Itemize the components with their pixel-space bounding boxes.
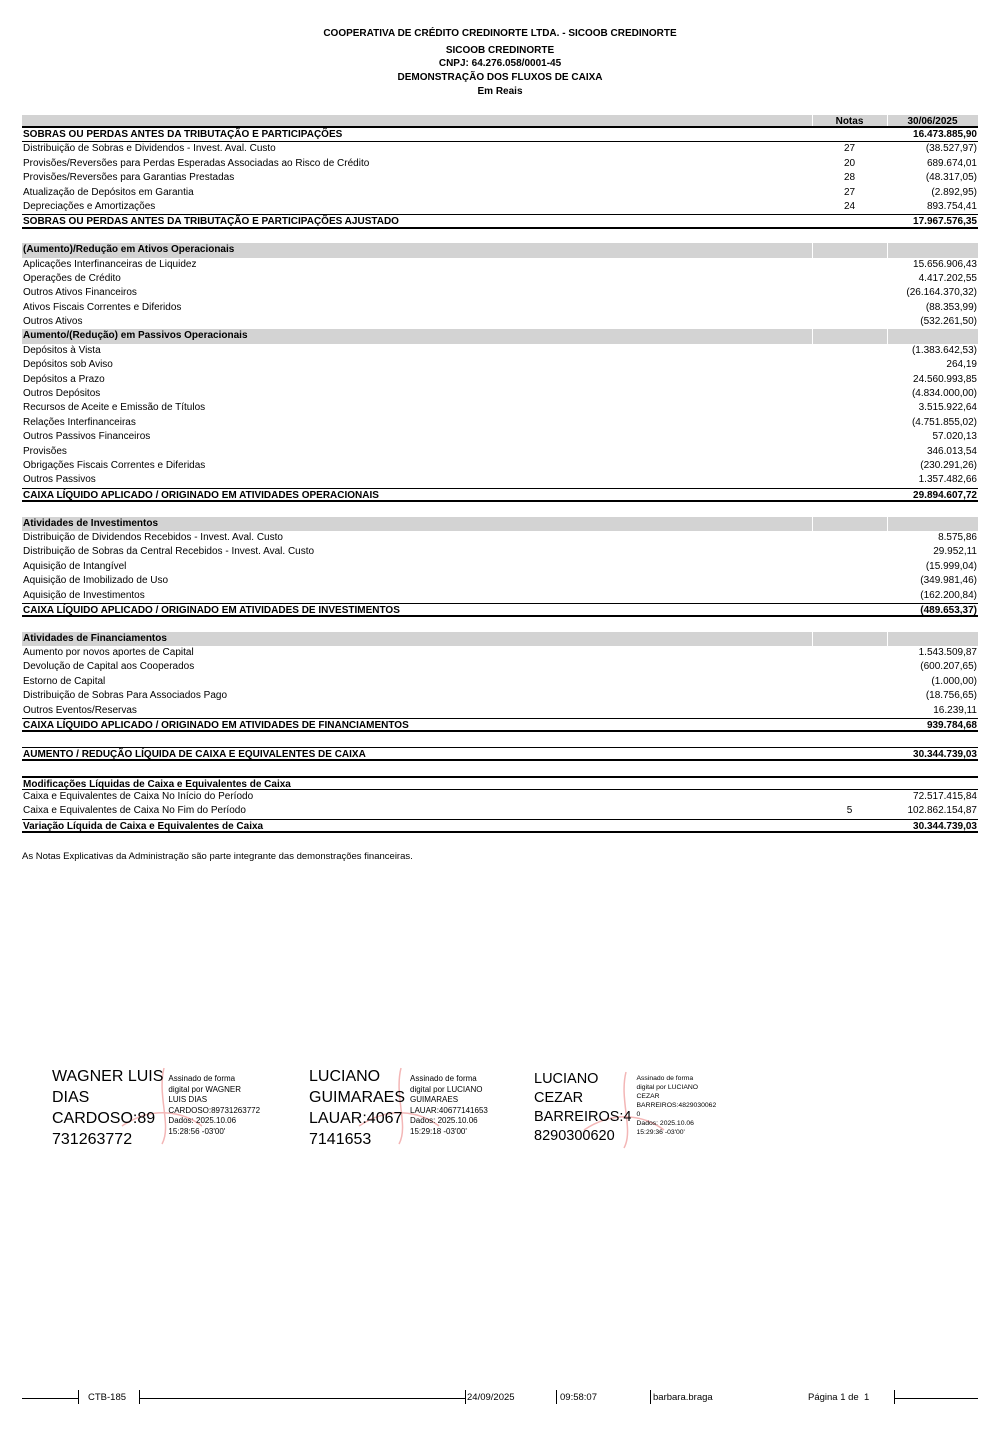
table-row bbox=[22, 675, 978, 689]
table-row bbox=[22, 531, 978, 545]
section-header-row bbox=[22, 517, 978, 531]
table-row bbox=[22, 157, 978, 171]
footer-tick bbox=[556, 1390, 557, 1404]
table-row bbox=[22, 401, 978, 415]
row-label: Modificações Líquidas de Caixa e Equivalentes de Caixa bbox=[23, 778, 291, 790]
table-row bbox=[22, 286, 978, 300]
section-header-row bbox=[22, 776, 978, 790]
row-note: 28 bbox=[843, 172, 856, 184]
row-label: Variação Líquida de Caixa e Equivalentes de Caixa bbox=[23, 820, 264, 832]
table-row bbox=[22, 459, 978, 473]
company-name: COOPERATIVA DE CRÉDITO CREDINORTE LTDA. - SICOOB CREDINORTE bbox=[323, 28, 677, 39]
signature-block bbox=[309, 1066, 488, 1150]
table-row bbox=[22, 416, 978, 430]
row-label: SOBRAS OU PERDAS ANTES DA TRIBUTAÇÃO E PARTICIPAÇÕES AJUSTADO bbox=[23, 216, 399, 228]
footer-tick bbox=[78, 1390, 79, 1404]
row-label: Provisões/Reversões para Perdas Esperadas Associadas ao Risco de Crédito bbox=[23, 157, 370, 169]
table-row bbox=[22, 272, 978, 286]
cnpj: CNPJ: 64.276.058/0001-45 bbox=[438, 58, 562, 69]
row-value: 30.344.739,03 bbox=[913, 748, 977, 760]
table-row bbox=[22, 660, 978, 674]
row-value: (48.317,05) bbox=[925, 172, 977, 184]
signer-name: WAGNER LUIS DIAS CARDOSO:89 731263772 bbox=[52, 1068, 164, 1148]
row-label: Aplicações Interfinanceiras de Liquidez bbox=[23, 258, 197, 270]
spacer-row bbox=[22, 732, 978, 746]
table-row bbox=[22, 430, 978, 444]
row-value: 264,19 bbox=[946, 359, 977, 371]
row-label: SOBRAS OU PERDAS ANTES DA TRIBUTAÇÃO E PARTICIPAÇÕES bbox=[23, 129, 343, 140]
row-label: Ativos Fiscais Correntes e Diferidos bbox=[23, 301, 182, 313]
footer-rule bbox=[22, 1398, 78, 1399]
total-row bbox=[22, 603, 978, 617]
row-label: Aumento por novos aportes de Capital bbox=[23, 647, 194, 659]
table-row bbox=[22, 186, 978, 200]
footer-rule bbox=[894, 1398, 978, 1399]
table-row bbox=[22, 804, 978, 818]
table-row bbox=[22, 171, 978, 185]
row-label: Outros Passivos Financeiros bbox=[23, 431, 151, 443]
report-title: DEMONSTRAÇÃO DOS FLUXOS DE CAIXA bbox=[397, 72, 603, 83]
row-label: Atividades de Investimentos bbox=[23, 517, 159, 529]
table-row bbox=[22, 200, 978, 214]
section-header-row bbox=[22, 329, 978, 343]
row-value: 29.952,11 bbox=[933, 546, 977, 558]
row-value: (230.291,26) bbox=[920, 459, 977, 471]
footer-user: barbara.braga bbox=[653, 1392, 713, 1403]
row-note: 20 bbox=[843, 157, 856, 169]
footer-date: 24/09/2025 bbox=[467, 1392, 515, 1403]
row-label: Depósitos à Vista bbox=[23, 344, 101, 356]
page-footer bbox=[0, 1390, 1000, 1406]
row-value: 4.417.202,55 bbox=[918, 272, 977, 284]
cash-flow-table bbox=[22, 115, 978, 833]
table-row bbox=[22, 344, 978, 358]
signature-detail: Assinado de forma digital por LUCIANO CEZAR BARREIROS:4829030062 0 Dados: 2025.10.06 15:29:36 -03'00' bbox=[636, 1075, 717, 1136]
row-value: (532.261,50) bbox=[920, 316, 977, 328]
report-unit: Em Reais bbox=[477, 86, 523, 97]
row-label: Aquisição de Intangível bbox=[23, 560, 127, 572]
total-row bbox=[22, 488, 978, 502]
total-row bbox=[22, 214, 978, 228]
footer-report-code: CTB-185 bbox=[88, 1392, 127, 1403]
row-value: (88.353,99) bbox=[925, 301, 977, 313]
row-label: Provisões bbox=[23, 445, 67, 457]
row-value: (26.164.370,32) bbox=[906, 287, 977, 299]
total-row bbox=[22, 718, 978, 732]
signer-name: LUCIANO CEZAR BARREIROS:4 8290300620 bbox=[534, 1071, 632, 1144]
row-value: (1.000,00) bbox=[931, 675, 977, 687]
row-label: Relações Interfinanceiras bbox=[23, 416, 136, 428]
footer-rule bbox=[139, 1398, 465, 1399]
row-note: 24 bbox=[843, 200, 856, 212]
entity-name: SICOOB CREDINORTE bbox=[445, 45, 555, 56]
row-label: Distribuição de Sobras Para Associados Pago bbox=[23, 690, 228, 702]
table-row bbox=[22, 790, 978, 804]
date-column-header: 30/06/2025 bbox=[907, 116, 958, 127]
row-value: 72.517.415,84 bbox=[913, 790, 977, 802]
row-label: (Aumento)/Redução em Ativos Operacionais bbox=[23, 244, 235, 256]
table-row bbox=[22, 258, 978, 272]
row-label: Outros Passivos bbox=[23, 474, 96, 486]
row-label: Aumento/(Redução) em Passivos Operacionais bbox=[23, 330, 248, 342]
row-value: 939.784,68 bbox=[926, 720, 977, 732]
table-row bbox=[22, 358, 978, 372]
total-row bbox=[22, 819, 978, 833]
table-row bbox=[22, 646, 978, 660]
table-row bbox=[22, 574, 978, 588]
row-value: (2.892,95) bbox=[931, 186, 977, 198]
row-value: (4.834.000,00) bbox=[911, 388, 977, 400]
signature-detail: Assinado de forma digital por LUCIANO GUIMARAES LAUAR:40677141653 Dados: 2025.10.06 15:29:18 -03'00' bbox=[410, 1074, 488, 1136]
row-label: Depósitos a Prazo bbox=[23, 373, 105, 385]
total-row bbox=[22, 747, 978, 761]
row-label: Outros Eventos/Reservas bbox=[23, 704, 137, 716]
table-row bbox=[22, 545, 978, 559]
row-value: 57.020,13 bbox=[932, 431, 977, 443]
row-label: Depreciações e Amortizações bbox=[23, 200, 156, 212]
explanatory-note: As Notas Explicativas da Administração são parte integrante das demonstrações financeiras. bbox=[22, 851, 413, 862]
table-row bbox=[22, 473, 978, 487]
row-value: 8.575,86 bbox=[938, 531, 977, 543]
table-row bbox=[22, 315, 978, 329]
footer-page-number: Página 1 de 1 bbox=[808, 1392, 870, 1403]
row-label: Aquisição de Investimentos bbox=[23, 589, 145, 601]
footer-tick bbox=[465, 1390, 466, 1404]
row-label: Operações de Crédito bbox=[23, 272, 121, 284]
spacer-row bbox=[22, 617, 978, 631]
table-row bbox=[22, 589, 978, 603]
footer-tick bbox=[894, 1390, 895, 1404]
row-label: Atividades de Financiamentos bbox=[23, 632, 167, 644]
row-value: 17.967.576,35 bbox=[913, 216, 977, 228]
row-value: 16.239,11 bbox=[933, 704, 977, 716]
row-label: Devolução de Capital aos Cooperados bbox=[23, 661, 195, 673]
table-row bbox=[22, 689, 978, 703]
row-label: Depósitos sob Aviso bbox=[23, 359, 113, 371]
row-value: (4.751.855,02) bbox=[911, 416, 977, 428]
table-row bbox=[22, 704, 978, 718]
footer-tick bbox=[650, 1390, 651, 1404]
row-value: 3.515.922,64 bbox=[918, 402, 977, 414]
row-value: 30.344.739,03 bbox=[913, 820, 977, 832]
row-label: Recursos de Aceite e Emissão de Títulos bbox=[23, 402, 206, 414]
row-label: Distribuição de Sobras da Central Recebidos - Invest. Aval. Custo bbox=[23, 546, 315, 558]
column-header-row bbox=[22, 115, 978, 128]
row-value: (18.756,65) bbox=[925, 690, 977, 702]
row-value: 346.013,54 bbox=[926, 445, 977, 457]
row-label: Estorno de Capital bbox=[23, 675, 106, 687]
row-value: 16.473.885,90 bbox=[913, 129, 977, 140]
table-row bbox=[22, 387, 978, 401]
row-label: Caixa e Equivalentes de Caixa No Fim do Período bbox=[23, 805, 246, 817]
spacer-row bbox=[22, 761, 978, 775]
row-value: (489.653,37) bbox=[920, 604, 977, 616]
footer-time: 09:58:07 bbox=[560, 1392, 597, 1403]
row-value: 24.560.993,85 bbox=[913, 373, 977, 385]
row-value: 689.674,01 bbox=[926, 157, 977, 169]
spacer-row bbox=[22, 502, 978, 516]
row-label: Provisões/Reversões para Garantias Prestadas bbox=[23, 172, 235, 184]
row-label: Outros Ativos bbox=[23, 316, 83, 328]
row-note: 5 bbox=[846, 805, 853, 817]
row-value: (600.207,65) bbox=[920, 661, 977, 673]
row-value: 1.543.509,87 bbox=[918, 647, 977, 659]
footer-tick bbox=[139, 1390, 140, 1404]
row-value: (15.999,04) bbox=[925, 560, 977, 572]
row-label: Distribuição de Sobras e Dividendos - Invest. Aval. Custo bbox=[23, 143, 276, 155]
row-value: 29.894.607,72 bbox=[913, 489, 977, 501]
table-row bbox=[22, 142, 978, 156]
table-row bbox=[22, 301, 978, 315]
row-value: 102.862.154,87 bbox=[907, 805, 977, 817]
row-label: Obrigações Fiscais Correntes e Diferidas bbox=[23, 459, 206, 471]
signature-block bbox=[52, 1066, 260, 1150]
row-value: (1.383.642,53) bbox=[911, 344, 977, 356]
row-label: Outros Depósitos bbox=[23, 388, 101, 400]
section-header-row bbox=[22, 243, 978, 257]
row-note: 27 bbox=[843, 143, 856, 155]
spacer-row bbox=[22, 229, 978, 243]
total-row bbox=[22, 128, 978, 142]
section-header-row bbox=[22, 632, 978, 646]
row-label: Aquisição de Imobilizado de Uso bbox=[23, 575, 169, 587]
row-label: CAIXA LÍQUIDO APLICADO / ORIGINADO EM ATIVIDADES OPERACIONAIS bbox=[23, 489, 379, 501]
row-value: (38.527,97) bbox=[925, 143, 977, 155]
signer-name: LUCIANO GUIMARAES LAUAR:4067 7141653 bbox=[309, 1068, 406, 1148]
signature-block bbox=[534, 1070, 716, 1146]
row-label: CAIXA LÍQUIDO APLICADO / ORIGINADO EM ATIVIDADES DE FINANCIAMENTOS bbox=[23, 720, 409, 732]
notes-column-header: Notas bbox=[835, 116, 864, 127]
row-value: (162.200,84) bbox=[920, 589, 977, 601]
row-label: CAIXA LÍQUIDO APLICADO / ORIGINADO EM ATIVIDADES DE INVESTIMENTOS bbox=[23, 604, 400, 616]
table-row bbox=[22, 373, 978, 387]
row-label: Outros Ativos Financeiros bbox=[23, 287, 137, 299]
table-row bbox=[22, 560, 978, 574]
row-value: (349.981,46) bbox=[920, 575, 977, 587]
row-label: Distribuição de Dividendos Recebidos - Invest. Aval. Custo bbox=[23, 531, 283, 543]
row-value: 893.754,41 bbox=[926, 200, 977, 212]
table-row bbox=[22, 445, 978, 459]
row-label: Caixa e Equivalentes de Caixa No Início do Período bbox=[23, 790, 254, 802]
row-value: 15.656.906,43 bbox=[913, 258, 977, 270]
row-label: AUMENTO / REDUÇÃO LÍQUIDA DE CAIXA E EQUIVALENTES DE CAIXA bbox=[23, 748, 366, 760]
row-label: Atualização de Depósitos em Garantia bbox=[23, 186, 194, 198]
row-note: 27 bbox=[843, 186, 856, 198]
row-value: 1.357.482,66 bbox=[918, 474, 977, 486]
signature-detail: Assinado de forma digital por WAGNER LUIS DIAS CARDOSO:89731263772 Dados: 2025.10.06 15:28:56 -03'00' bbox=[168, 1074, 261, 1136]
